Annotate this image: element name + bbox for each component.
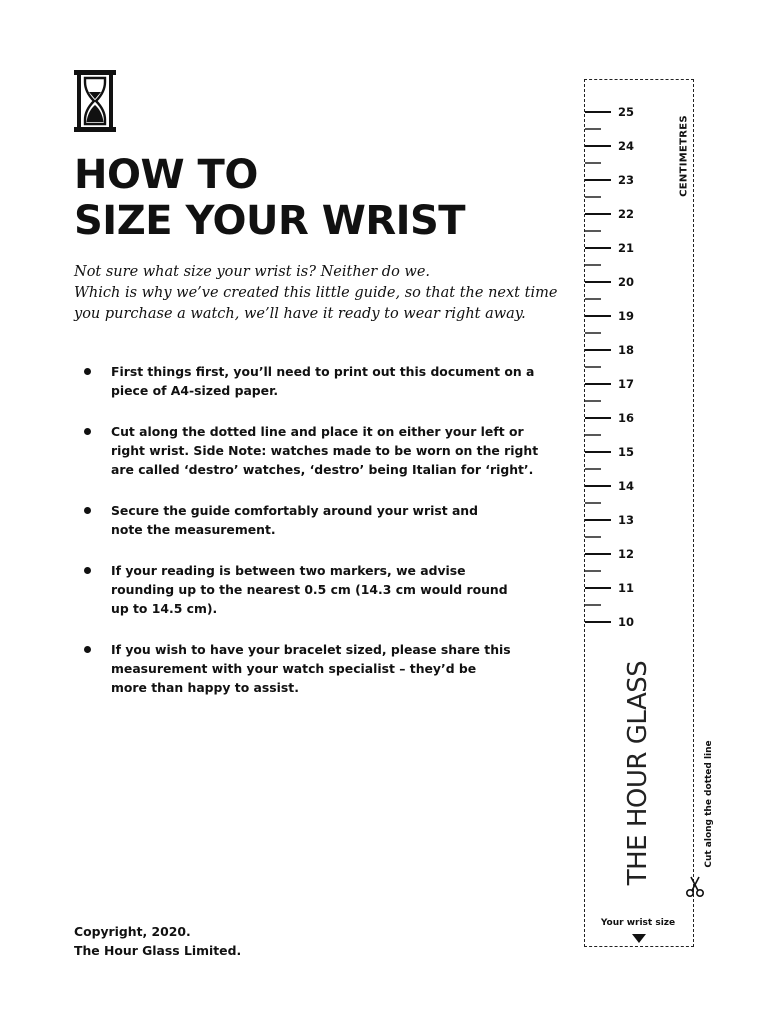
- title-line: SIZE YOUR WRIST: [74, 198, 466, 244]
- intro-line: Not sure what size your wrist is? Neither do we.: [74, 264, 431, 280]
- bullet-icon: [84, 507, 91, 514]
- instruction-line: note the measurement.: [111, 522, 276, 537]
- ruler-tick-label: 14: [618, 479, 635, 493]
- instruction-line: measurement with your watch specialist – they’d be: [111, 661, 477, 676]
- triangle-down-icon: [632, 934, 646, 943]
- instruction-item: [84, 362, 535, 400]
- ruler-tick-label: 18: [618, 343, 635, 357]
- instruction-line: more than happy to assist.: [111, 680, 299, 695]
- ruler-tick-label: 13: [618, 513, 635, 527]
- instruction-line: rounding up to the nearest 0.5 cm (14.3 cm would round: [111, 582, 508, 597]
- intro-paragraph: [74, 262, 574, 325]
- copyright-line: Copyright, 2020.: [74, 924, 191, 939]
- page-title: [74, 152, 465, 244]
- instruction-item: [84, 422, 539, 479]
- instruction-line: Secure the guide comfortably around your wrist and: [111, 503, 478, 518]
- instruction-line: right wrist. Side Note: watches made to be worn on the right: [111, 443, 539, 458]
- instruction-line: If you wish to have your bracelet sized, please share this: [111, 642, 511, 657]
- instruction-line: up to 14.5 cm).: [111, 601, 218, 616]
- ruler-tick-label: 20: [618, 275, 635, 289]
- ruler-unit-label: CENTIMETRES: [678, 115, 690, 197]
- ruler-tick-label: 25: [618, 105, 635, 119]
- copyright-notice: [74, 922, 241, 960]
- intro-line: you purchase a watch, we’ll have it ready to wear right away.: [74, 306, 526, 322]
- intro-line: Which is why we’ve created this little guide, so that the next time: [74, 285, 558, 301]
- scissors-icon: [685, 876, 705, 898]
- ruler-tick-label: 23: [618, 173, 635, 187]
- instruction-line: are called ‘destro’ watches, ‘destro’ being Italian for ‘right’.: [111, 462, 534, 477]
- ruler-tick-label: 21: [618, 241, 635, 255]
- brand-wordmark: THE HOUR GLASS: [623, 660, 653, 886]
- bullet-icon: [84, 567, 91, 574]
- bullet-icon: [84, 428, 91, 435]
- instruction-item: [84, 640, 524, 697]
- ruler-tick-label: 19: [618, 309, 635, 323]
- instruction-line: If your reading is between two markers, we advise: [111, 563, 466, 578]
- ruler-tick-label: 24: [618, 139, 635, 153]
- instruction-line: piece of A4-sized paper.: [111, 383, 279, 398]
- ruler-tick-label: 15: [618, 445, 635, 459]
- instruction-line: First things first, you’ll need to print out this document on a: [111, 364, 535, 379]
- wrist-size-label: Your wrist size: [600, 918, 676, 928]
- copyright-line: The Hour Glass Limited.: [74, 943, 242, 958]
- instruction-item: [84, 561, 524, 618]
- ruler-tick-label: 10: [618, 615, 635, 629]
- ruler-tick-label: 22: [618, 207, 635, 221]
- ruler-tick-label: 12: [618, 547, 635, 561]
- ruler-tick-label: 17: [618, 377, 635, 391]
- ruler-tick-label: 11: [618, 581, 635, 595]
- cut-instruction: Cut along the dotted line: [704, 740, 714, 868]
- instruction-line: Cut along the dotted line and place it on either your left or: [111, 424, 524, 439]
- instruction-list: [84, 362, 539, 719]
- title-line: HOW TO: [74, 152, 258, 198]
- hourglass-icon: [74, 70, 116, 132]
- bullet-icon: [84, 646, 91, 653]
- ruler-tick-label: 16: [618, 411, 635, 425]
- bullet-icon: [84, 368, 91, 375]
- instruction-item: [84, 501, 524, 539]
